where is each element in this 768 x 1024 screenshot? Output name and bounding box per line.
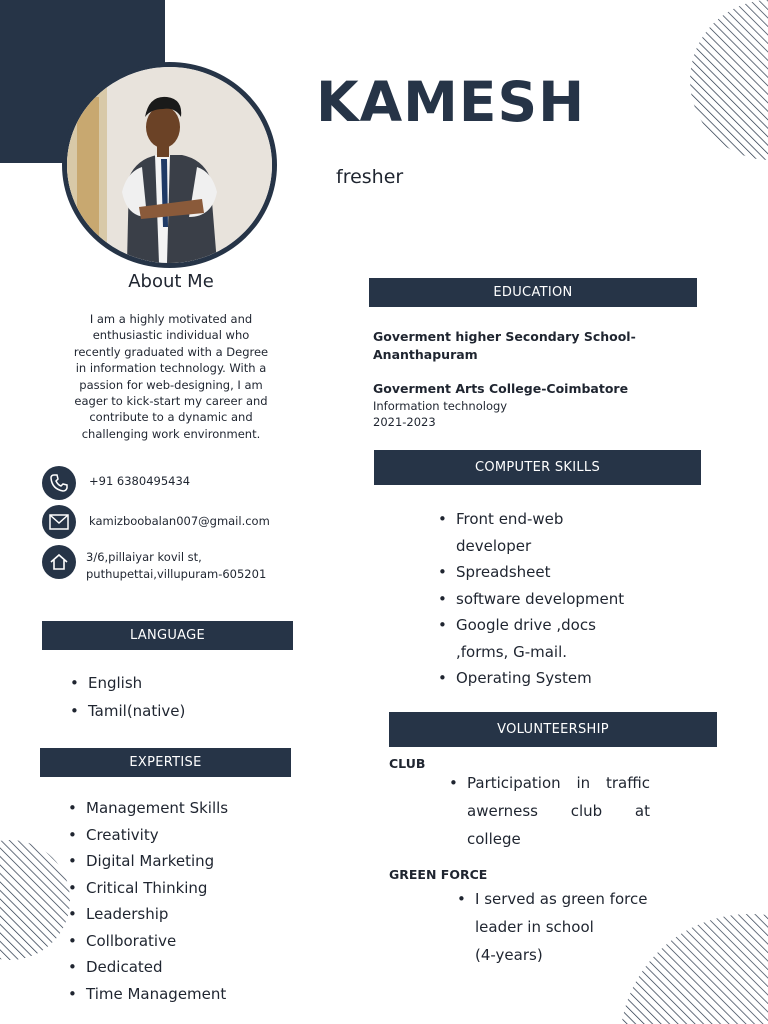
club-list [467,769,650,853]
expertise-header: EXPERTISE [40,748,291,777]
name-title: KAMESH [316,70,586,134]
role-text: fresher [336,166,404,188]
club-line: college [467,830,521,848]
decor-hatch-left [0,840,72,970]
email-text[interactable]: kamizboobalan007@gmail.com [89,514,270,528]
list-item: • Digital Marketing [86,848,228,875]
list-item: • English [88,669,185,697]
list-item [456,612,624,665]
list-item: • Leadership [86,901,228,928]
language-list [88,669,185,725]
about-line: eager to kick-start my career and [74,394,268,409]
decor-hatch-top-right [690,0,768,170]
education-header: EDUCATION [369,278,697,307]
list-item [456,559,624,586]
computer-skills-header: COMPUTER SKILLS [374,450,701,485]
address-text [86,549,266,582]
list-item [467,769,650,853]
education-school [373,328,636,363]
list-item: • Critical Thinking [86,875,228,902]
email-icon [42,505,76,539]
address-line: puthupettai,villupuram-605201 [86,566,267,581]
club-line: awerness club at [467,802,650,820]
years: 2021-2023 [373,415,436,429]
skill-line: • Front end-web [456,510,564,528]
club-line: • Participation in traffic [467,774,650,792]
home-icon [42,545,76,579]
list-item [456,506,624,559]
about-title: About Me [128,271,214,292]
green-force-label: GREEN FORCE [389,867,488,882]
about-line: in information technology. With a [75,361,267,376]
profile-photo [62,62,277,268]
about-line: passion for web-designing, I am [79,377,263,392]
phone-icon [42,466,76,500]
about-line: recently graduated with a Degree [73,344,269,359]
list-item: • Management Skills [86,795,228,822]
list-item [475,885,647,969]
language-header: LANGUAGE [42,621,293,650]
school-line: Ananthapuram [373,346,478,362]
list-item: • Tamil(native) [88,697,185,725]
list-item: • Dedicated [86,954,228,981]
address-line: 3/6,pillaiyar kovil st, [86,550,202,564]
list-item: • Creativity [86,822,228,849]
green-line: leader in school [475,918,594,936]
about-text [40,311,302,442]
list-item [456,665,624,692]
computer-skills-list [456,506,624,692]
college-name: Goverment Arts College-Coimbatore [373,381,629,396]
list-item: • Time Management [86,981,228,1008]
club-label: CLUB [389,756,426,771]
about-line: challenging work environment. [81,426,261,441]
skill-line: • Spreadsheet [456,563,551,581]
skill-line: developer [456,536,532,555]
volunteership-header: VOLUNTEERSHIP [389,712,717,747]
degree: Information technology [373,398,508,413]
green-line: • I served as green force [475,890,648,908]
about-line: I am a highly motivated and [89,312,253,326]
green-line: (4-years) [475,946,543,964]
person-photo [67,67,272,263]
green-force-list [475,885,647,969]
list-item [456,586,624,613]
phone-text[interactable]: +91 6380495434 [89,474,191,488]
expertise-list [86,795,228,1007]
list-item: • Collborative [86,928,228,955]
skill-line: • Operating System [456,669,592,687]
skill-line: • software development [456,589,625,608]
skill-line: ,forms, G-mail. [456,642,568,661]
school-line: Goverment higher Secondary School- [373,329,636,344]
about-line: enthusiastic individual who [92,328,250,343]
education-college [373,381,628,431]
about-line: contribute to a dynamic and [89,410,253,425]
skill-line: • Google drive ,docs [456,616,596,634]
